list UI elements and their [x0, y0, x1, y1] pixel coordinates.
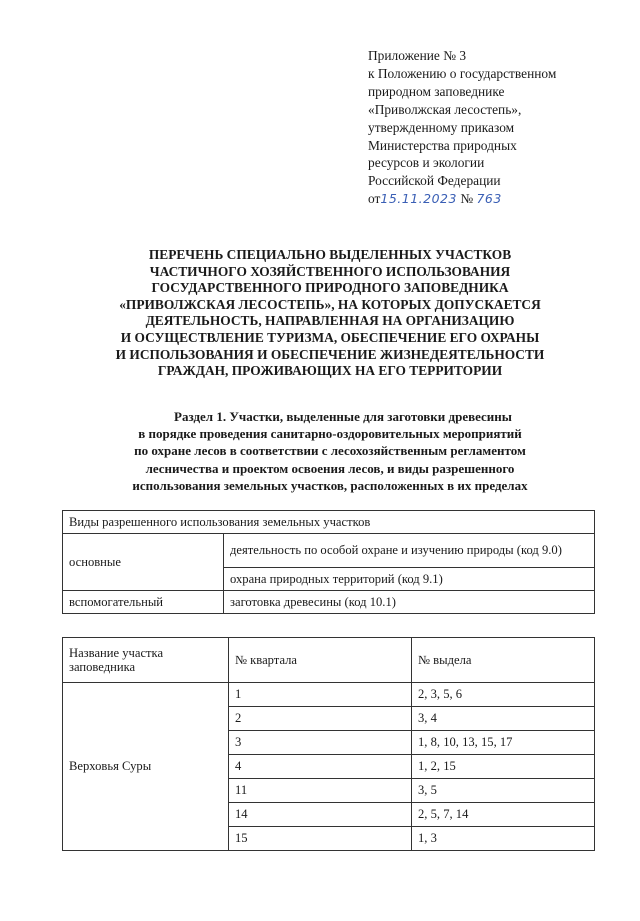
appendix-line: ресурсов и экологии — [368, 155, 485, 171]
allotment-cell: 3, 4 — [412, 707, 595, 731]
table-row — [63, 683, 595, 707]
table-row — [63, 534, 595, 568]
appendix-line: Российской Федерации — [368, 173, 501, 189]
allotment-cell: 2, 3, 5, 6 — [412, 683, 595, 707]
date-prefix: от — [368, 191, 381, 207]
section-heading — [50, 408, 610, 494]
quarter-cell: 3 — [229, 731, 412, 755]
quarter-cell: 2 — [229, 707, 412, 731]
table-row — [63, 511, 595, 534]
title-line: «ПРИВОЛЖСКАЯ ЛЕСОСТЕПЬ», НА КОТОРЫХ ДОПУСКАЕТСЯ — [119, 296, 541, 312]
section-line: лесничества и проектом освоения лесов, и виды разрешенного — [145, 460, 515, 476]
site-name-cell: Верховья Суры — [63, 683, 229, 851]
main-use-item: деятельность по особой охране и изучению природы (код 9.0) — [224, 534, 595, 568]
order-date-line — [368, 190, 628, 208]
section-line: Раздел 1. Участки, выделенные для заготовки древесины — [174, 409, 512, 424]
title-line: ПЕРЕЧЕНЬ СПЕЦИАЛЬНО ВЫДЕЛЕННЫХ УЧАСТКОВ — [148, 247, 512, 262]
quarter-cell: 4 — [229, 755, 412, 779]
aux-use-item: заготовка древесины (код 10.1) — [224, 591, 595, 614]
allotment-cell: 3, 5 — [412, 779, 595, 803]
column-header-site: Название участка заповедника — [63, 638, 229, 683]
land-use-table — [62, 510, 595, 614]
title-line: ЧАСТИЧНОГО ХОЗЯЙСТВЕННОГО ИСПОЛЬЗОВАНИЯ — [149, 263, 511, 279]
appendix-line: «Приволжская лесостепь», — [368, 101, 522, 117]
title-line: ДЕЯТЕЛЬНОСТЬ, НАПРАВЛЕННАЯ НА ОРГАНИЗАЦИЮ — [145, 313, 515, 329]
appendix-header — [368, 47, 628, 208]
number-sign: № — [460, 191, 474, 207]
quarter-cell: 14 — [229, 803, 412, 827]
column-header-allotment: № выдела — [412, 638, 595, 683]
allotment-cell: 1, 2, 15 — [412, 755, 595, 779]
table-header-row — [63, 638, 595, 683]
allotment-cell: 1, 3 — [412, 827, 595, 851]
main-use-label: основные — [63, 534, 224, 591]
document-title — [50, 247, 610, 380]
quarter-cell: 15 — [229, 827, 412, 851]
title-line: И ОСУЩЕСТВЛЕНИЕ ТУРИЗМА, ОБЕСПЕЧЕНИЕ ЕГО ОХРАНЫ — [120, 329, 540, 345]
title-line: ГРАЖДАН, ПРОЖИВАЮЩИХ НА ЕГО ТЕРРИТОРИИ — [157, 363, 503, 379]
appendix-line: к Положению о государственном — [368, 65, 557, 81]
allotment-cell: 1, 8, 10, 13, 15, 17 — [412, 731, 595, 755]
handwritten-date: 15.11.2023 — [380, 191, 457, 207]
column-header-quarter: № квартала — [229, 638, 412, 683]
land-use-header: Виды разрешенного использования земельных участков — [63, 511, 595, 534]
allotment-cell: 2, 5, 7, 14 — [412, 803, 595, 827]
appendix-line: Приложение № 3 — [368, 48, 467, 63]
aux-use-label: вспомогательный — [63, 591, 224, 614]
title-line: ГОСУДАРСТВЕННОГО ПРИРОДНОГО ЗАПОВЕДНИКА — [151, 280, 509, 296]
quarter-cell: 11 — [229, 779, 412, 803]
section-line: по охране лесов в соответствии с лесохозяйственным регламентом — [134, 443, 526, 459]
quarter-cell: 1 — [229, 683, 412, 707]
section-line: в порядке проведения санитарно-оздоровительных мероприятий — [138, 426, 522, 442]
appendix-line: утвержденному приказом — [368, 119, 515, 135]
appendix-line: природном заповеднике — [368, 83, 505, 99]
plots-table — [62, 637, 595, 851]
section-line: использования земельных участков, расположенных в их пределах — [132, 477, 528, 493]
handwritten-number: 763 — [476, 191, 502, 207]
title-line: И ИСПОЛЬЗОВАНИЯ И ОБЕСПЕЧЕНИЕ ЖИЗНЕДЕЯТЕЛЬНОСТИ — [115, 346, 545, 362]
table-row — [63, 591, 595, 614]
main-use-item: охрана природных территорий (код 9.1) — [224, 568, 595, 591]
appendix-line: Министерства природных — [368, 137, 517, 153]
